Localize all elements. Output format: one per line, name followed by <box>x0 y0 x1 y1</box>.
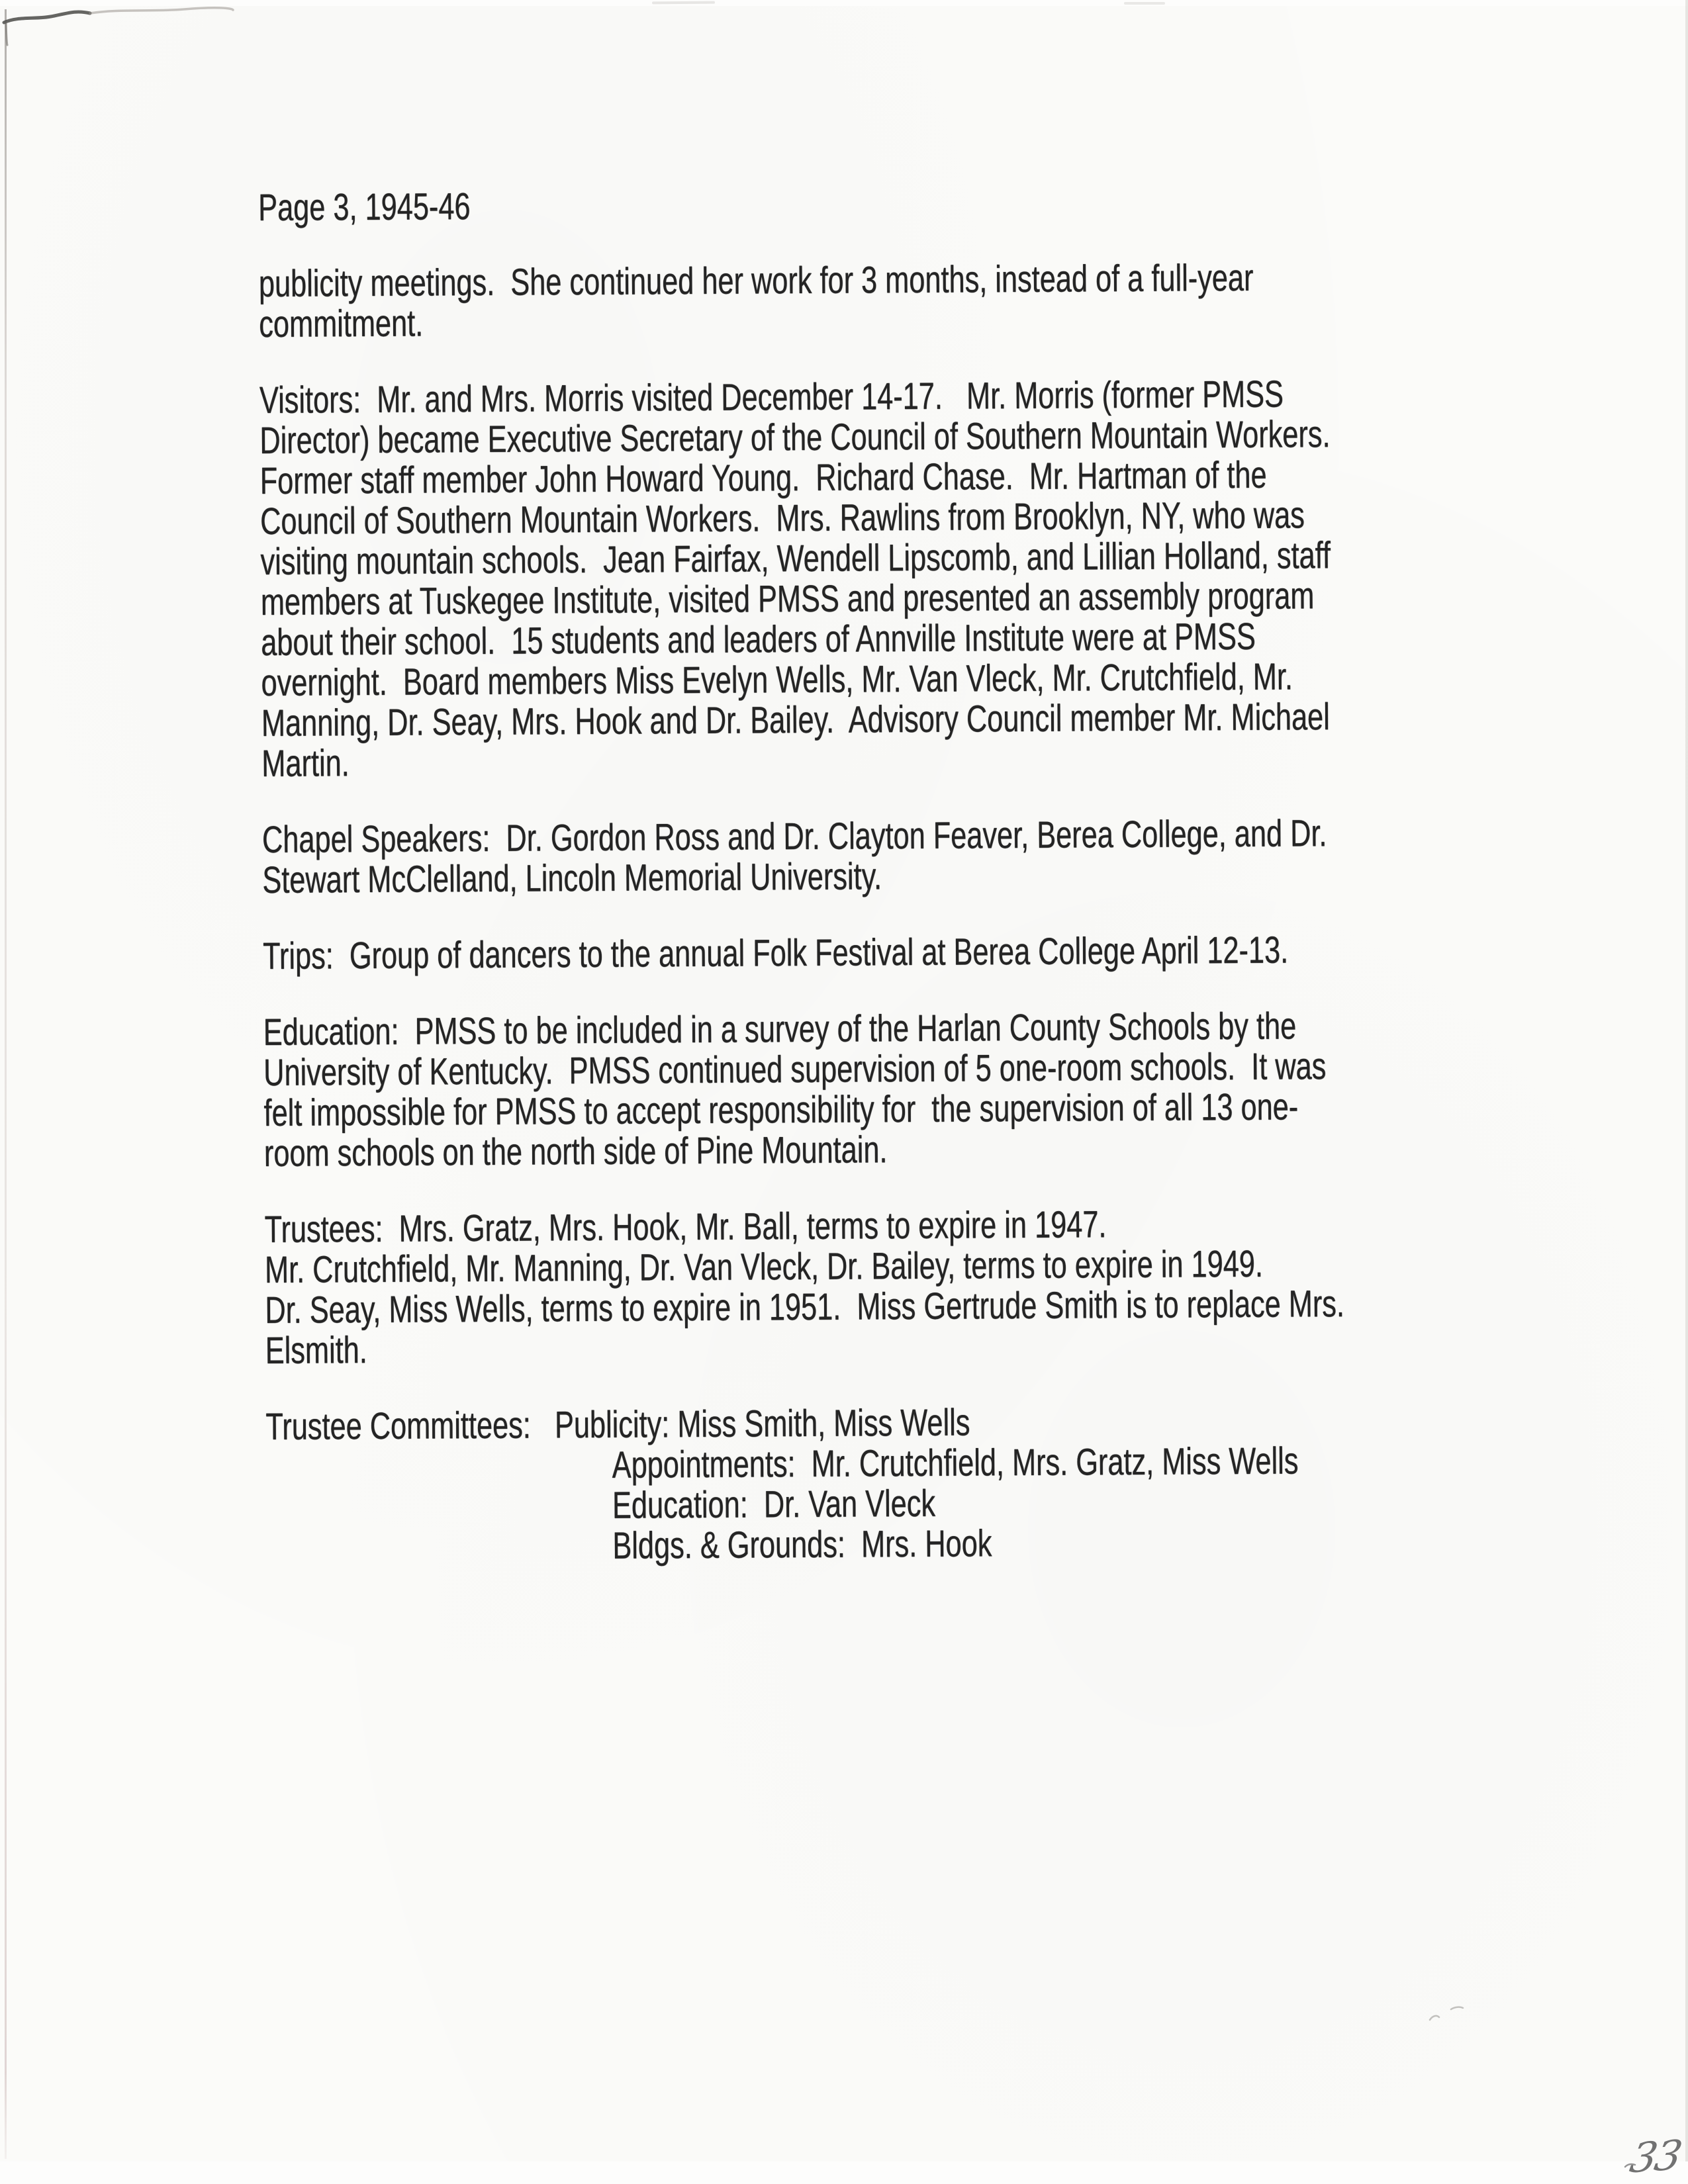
page-header: Page 3, 1945-46 <box>258 185 471 229</box>
document-line: Trips: Group of dancers to the annual Folk Festival at Berea College April 12-13. <box>262 929 1289 978</box>
document-line: Mr. Crutchfield, Mr. Manning, Dr. Van Vleck, Dr. Bailey, terms to expire in 1949. <box>264 1242 1264 1291</box>
document-line: visiting mountain schools. Jean Fairfax, Wendell Lipscomb, and Lillian Holland, staff <box>260 534 1331 583</box>
document-line: overnight. Board members Miss Evelyn Wells, Mr. Van Vleck, Mr. Crutchfield, Mr. <box>261 655 1293 704</box>
document-line: Education: Dr. Van Vleck <box>612 1482 936 1527</box>
paragraph-trustees <box>264 1202 1589 1371</box>
paragraph-intro <box>259 256 1583 345</box>
document-line: felt impossible for PMSS to accept responsibility for the supervision of all 13 one- <box>263 1085 1299 1134</box>
document-line: Chapel Speakers: Dr. Gordon Ross and Dr. Clayton Feaver, Berea College, and Dr. <box>261 812 1327 861</box>
document-line: commitment. <box>259 302 424 345</box>
left-edge-line <box>5 9 7 2159</box>
document-line: Education: PMSS to be included in a survey of the Harlan County Schools by the <box>263 1005 1297 1054</box>
document-line: Visitors: Mr. and Mrs. Morris visited December 14-17. Mr. Morris (former PMSS <box>259 373 1284 422</box>
document-line: Director) became Executive Secretary of the Council of Southern Mountain Workers. <box>259 413 1331 462</box>
document-line: Trustee Committees: Publicity: Miss Smith, Miss Wells <box>265 1401 970 1448</box>
document-line: Trustees: Mrs. Gratz, Mrs. Hook, Mr. Ball, terms to expire in 1947. <box>264 1203 1107 1251</box>
paragraph-education <box>263 1005 1588 1174</box>
top-dash-mark <box>1124 2 1165 5</box>
document-line: room schools on the north side of Pine Mountain. <box>263 1128 888 1175</box>
document-line: Dr. Seay, Miss Wells, terms to expire in 1951. Miss Gertrude Smith is to replace Mrs. <box>265 1283 1345 1332</box>
document-line: Stewart McClelland, Lincoln Memorial University. <box>262 855 882 901</box>
document-line: publicity meetings. She continued her work for 3 months, instead of a full-year <box>258 256 1254 305</box>
paragraph-trustee-committees <box>265 1399 1590 1569</box>
document-line: Martin. <box>261 742 350 785</box>
document-line: Appointments: Mr. Crutchfield, Mrs. Gratz, Miss Wells <box>612 1439 1299 1486</box>
top-dash-mark <box>652 1 715 5</box>
document-line: about their school. 15 students and leaders of Annville Institute were at PMSS <box>261 615 1256 664</box>
handwritten-page-number: 33 <box>1626 2130 1684 2183</box>
scan-smudge-mark <box>0 0 278 46</box>
document-line: Bldgs. & Grounds: Mrs. Hook <box>612 1522 992 1567</box>
scan-bottom-strip <box>0 2161 1688 2184</box>
document-line: members at Tuskegee Institute, visited PMSS and presented an assembly program <box>260 574 1315 623</box>
paragraph-visitors <box>259 373 1586 784</box>
document-line: Elsmith. <box>265 1329 367 1372</box>
handwritten-tick-mark <box>1623 2159 1638 2169</box>
document-content <box>258 180 1591 1604</box>
document-line: Former staff member John Howard Young. Richard Chase. Mr. Hartman of the <box>259 453 1267 502</box>
document-line: Council of Southern Mountain Workers. Mrs. Rawlins from Brooklyn, NY, who was <box>259 494 1305 543</box>
document-paragraphs <box>259 256 1591 1569</box>
right-edge-line <box>1685 0 1688 2161</box>
paragraph-chapel-speakers <box>262 812 1587 901</box>
pencil-squiggle-mark <box>1425 2000 1468 2026</box>
paragraph-trips <box>263 929 1587 977</box>
document-line: Manning, Dr. Seay, Mrs. Hook and Dr. Bailey. Advisory Council member Mr. Michael <box>261 696 1330 745</box>
document-line: University of Kentucky. PMSS continued supervision of 5 one-room schools. It was <box>263 1045 1327 1094</box>
